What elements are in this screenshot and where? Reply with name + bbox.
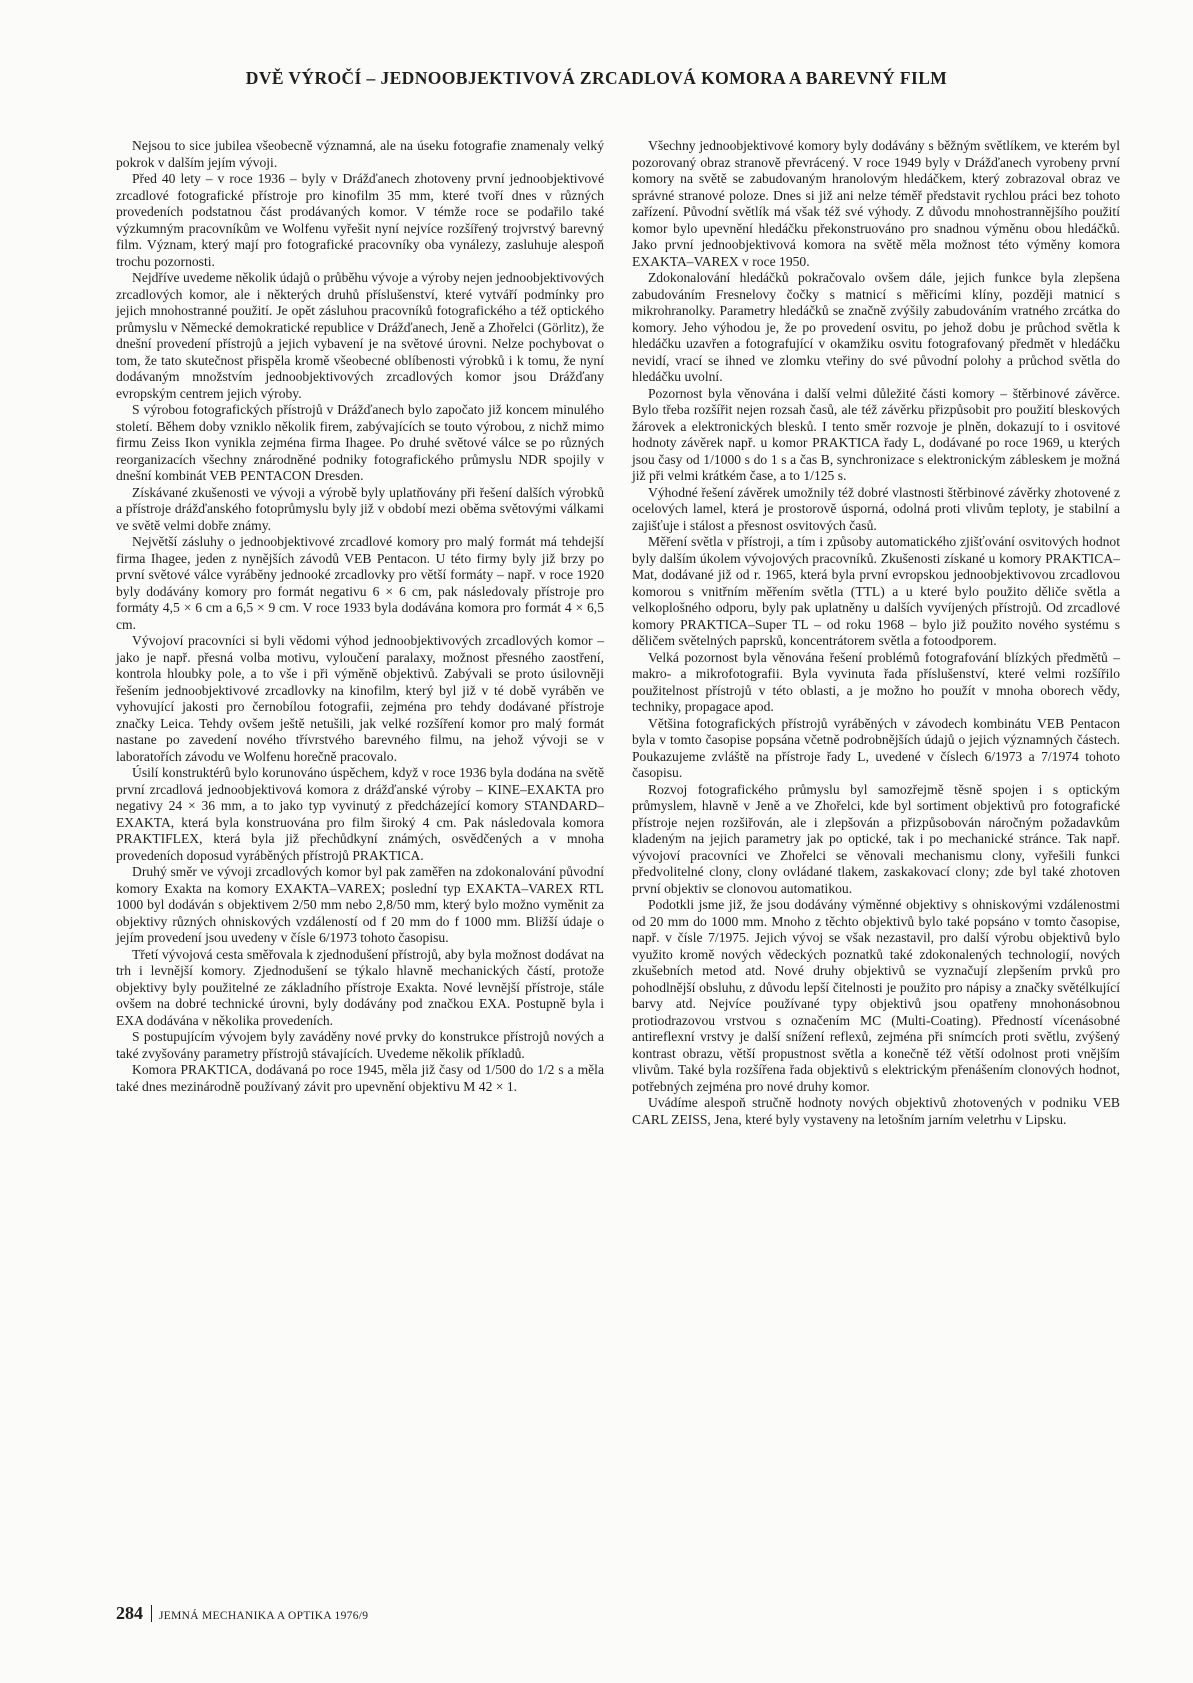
paragraph: Získávané zkušenosti ve vývoji a výrobě byly uplatňovány při řešení dalších výrobků a přístroje drážďanského fotoprůmyslu byly již v období mezi oběma světovými válkami ve světě velmi dobře známy. <box>116 484 604 533</box>
paragraph: Nejdříve uvedeme několik údajů o průběhu vývoje a výroby nejen jednoobjektivových zrcadlových komor, ale i některých druhů příslušenství, které vytváří podmínky pro jejich mnohostranné použití. Je opět zásluhou pracovníků fotografického a též optického průmyslu v Německé demokratické republice v Drážďanech, Jeně a Zhořelci (Görlitz), že dnešní provedení přístrojů a jejich vybavení je na světové úrovni. Nelze pochybovat o tom, že tato skutečnost přispěla kromě všeobecné oblíbenosti výrobků i k tomu, že nyní dodávaným množstvím jednoobjektivových zrcadlových komor jsou Drážďany evropským centrem jejich výroby. <box>116 270 604 401</box>
paragraph: Před 40 lety – v roce 1936 – byly v Drážďanech zhotoveny první jednoobjektivové zrcadlové fotografické přístroje pro kinofilm 35 mm, které tvoří dnes v různých provedeních podstatnou část prodávaných komor. V témže roce se podařilo také výzkumným pracovníkům ve Wolfenu vyřešit nyní nejvíce rozšířený trojvrstvý barevný film. Význam, který mají pro fotografické pracovníky oba vynálezy, zasluhuje alespoň trochu pozornosti. <box>116 171 604 269</box>
page-number: 284 <box>116 1603 143 1623</box>
article-title: DVĚ VÝROČÍ – JEDNOOBJEKTIVOVÁ ZRCADLOVÁ KOMORA A BAREVNÝ FILM <box>245 68 948 88</box>
paragraph: Měření světla v přístroji, a tím i způsoby automatického zjišťování osvitových hodnot byly dalším úkolem vývojových pracovníků. Zkušenosti získané u komory PRAKTICA–Mat, dodávané již od r. 1965, která byla první evropskou jednoobjektivovou zrcadlovou komorou s vnitřním měřením světla (TTL) a u které bylo použito děliče světla a velkoplošného odporu, byly pak uplatněny u dalších vyvíjených přístrojů. Od zrcadlové komory PRAKTICA–Super TL – od roku 1968 – bylo již použito nového systému s děličem světelných paprsků, koncentrátorem světla a fotoodporem. <box>632 534 1120 648</box>
journal-name: JEMNÁ MECHANIKA A OPTIKA 1976/9 <box>159 1610 369 1622</box>
paragraph: Uvádíme alespoň stručně hodnoty nových objektivů zhotovených v podniku VEB CARL ZEISS, Jena, které byly vystaveny na letošním jarním veletrhu v Lipsku. <box>632 1095 1120 1127</box>
footer-divider <box>151 1605 152 1622</box>
paragraph: Většina fotografických přístrojů vyráběných v závodech kombinátu VEB Pentacon byla v tomto časopise popsána včetně podrobnějších údajů o jejich významných částech. Poukazujeme zvláště na přístroje řady L, uvedené v číslech 6/1973 a 7/1974 tohoto časopisu. <box>632 715 1120 780</box>
page-footer <box>116 1603 368 1624</box>
paragraph: S postupujícím vývojem byly zaváděny nové prvky do konstrukce přístrojů nových a také zvyšovány parametry přístrojů stávajících. Uvedeme několik příkladů. <box>116 1029 604 1061</box>
paragraph: Podotkli jsme již, že jsou dodávány výměnné objektivy s ohniskovými vzdálenostmi od 20 mm do 1000 mm. Mnoho z těchto objektivů bylo také popsáno v tomto časopise, např. v čísle 7/1975. Jejich vývoj se však nezastavil, pro další výrobu objektivů bylo využito kromě nových vědeckých poznatků také zdokonalených technologií, nových zkušebních metod atd. Nové druhy objektivů se vyznačují zlepšením prvků pro pohodlnější obsluhu, z důvodu lepší čitelnosti je použito pro nápisy a značky světélkující barvy atd. Nejvíce používané typy objektivů jsou opatřeny mnohonásobnou protiodrazovou vrstvou s označením MC (Multi-Coating). Předností vícenásobné antireflexní vrstvy je další snížení reflexů, zejména při snímcích proti světlu, zvýšený kontrast obrazu, větší propustnost světla a konečně též větší odolnost proti vnějším vlivům. Také byla rozšířena řada objektivů s elektrickým přenášením clonových hodnot, potřebných zejména pro nové druhy komor. <box>632 897 1120 1094</box>
left-column <box>116 138 604 1095</box>
paragraph: Výhodné řešení závěrek umožnily též dobré vlastnosti štěrbinové závěrky zhotovené z ocelových lamel, která je prostorově úsporná, odolná proti vlivům teploty, je stabilní a zajišťuje i stálost a přesnost osvitových časů. <box>632 484 1120 533</box>
paragraph: Nejsou to sice jubilea všeobecně významná, ale na úseku fotografie znamenaly velký pokrok v dalším jejím vývoji. <box>116 138 604 170</box>
paragraph: Pozornost byla věnována i další velmi důležité části komory – štěrbinové závěrce. Bylo třeba rozšířit nejen rozsah časů, ale též závěrku přizpůsobit pro použití bleskových žárovek a elektronických blesků. I tento směr rozvoje je plněn, dokazují to i osvitové hodnoty závěrek např. u komor PRAKTICA řady L, dodávané po roce 1969, u kterých jsou časy od 1/1000 s do 1 s a čas B, synchronizace s elektronickým zábleskem je možná již při velmi krátkém čase, a to 1/125 s. <box>632 385 1120 483</box>
paragraph: Největší zásluhy o jednoobjektivové zrcadlové komory pro malý formát má tehdejší firma Ihagee, jeden z nynějších závodů VEB Pentacon. U této firmy byly již brzy po první světové válce vyráběny jednooké zrcadlovky pro větší formáty – např. v roce 1920 byly dodávány komory pro formát negativu 6 × 6 cm, pak následovaly přístroje pro formáty 4,5 × 6 cm a 6,5 × 9 cm. V roce 1933 byla dodávána komora pro formát 4 × 6,5 cm. <box>116 534 604 632</box>
paragraph: Úsilí konstruktérů bylo korunováno úspěchem, když v roce 1936 byla dodána na světě první zrcadlová jednoobjektivová komora z drážďanské výroby – KINE–EXAKTA pro negativy 24 × 36 mm, a to jako typ vyvinutý z předcházející komory STANDARD–EXAKTA, která byla konstruována pro film široký 4 cm. Pak následovala komora PRAKTIFLEX, která byla již přechůdkyní známých, osvědčených a v mnoha provedeních doposud vyráběných přístrojů PRAKTICA. <box>116 765 604 863</box>
paragraph: Druhý směr ve vývoji zrcadlových komor byl pak zaměřen na zdokonalování původní komory Exakta na komory EXAKTA–VAREX; poslední typ EXAKTA–VAREX RTL 1000 byl dodáván s objektivem 2/50 mm nebo 2,8/50 mm, který bylo možno vyměnit za objektivy různých ohniskových vzdáleností od f 20 mm do f 1000 mm. Bližší údaje o jejím provedení jsou uvedeny v čísle 6/1973 tohoto časopisu. <box>116 864 604 945</box>
paragraph: Rozvoj fotografického průmyslu byl samozřejmě těsně spojen i s optickým průmyslem, hlavně v Jeně a ve Zhořelci, kde byl sortiment objektivů pro fotografické přístroje nejen rozšiřován, ale i zlepšován a přizpůsobován náročným požadavkům kladeným na jejich parametry jak po optické, tak i po mechanické stránce. Tak např. vývojoví pracovníci ve Zhořelci se věnovali mechanismu clony, vyřešili funkci předvolitelné clony, clony ovládané tlakem, zaskakovací clony; zde byl také zhotoven první objektiv se clonovou automatikou. <box>632 781 1120 896</box>
paragraph: Všechny jednoobjektivové komory byly dodávány s běžným světlíkem, ve kterém byl pozorovaný obraz stranově převrácený. V roce 1949 byly v Drážďanech vyrobeny první komory na světě se zabudovaným hranolovým hledáčkem, který zobrazoval obraz ve správné stranové poloze. Dnes si již ani nelze téměř představit rychlou práci bez tohoto zařízení. Původní světlík má však též své výhody. Z důvodu mnohostrannějšího použití komor bylo upevnění hledáčku překonstruováno pro snadnou výměnu obou hledáčků. Jako první jednoobjektivová komora na světě měla možnost této výměny komora EXAKTA–VAREX v roce 1950. <box>632 138 1120 269</box>
paragraph: Velká pozornost byla věnována řešení problémů fotografování blízkých předmětů – makro- a mikrofotografii. Byla vyvinuta řada příslušenství, které velmi rozšířilo použitelnost přístrojů v této oblasti, a je možno ho použít v mnoha oborech vědy, techniky, propagace apod. <box>632 649 1120 714</box>
paragraph: Třetí vývojová cesta směřovala k zjednodušení přístrojů, aby byla možnost dodávat na trh i levnější komory. Zjednodušení se týkalo hlavně mechanických částí, protože objektivy byly použitelné ze základního přístroje Exakta. Nové levnější přístroje, stále ovšem na dobré technické úrovni, byly dodávány pod značkou EXA. Postupně byla i EXA dodávána v několika provedeních. <box>116 946 604 1028</box>
paragraph: Komora PRAKTICA, dodávaná po roce 1945, měla již časy od 1/500 do 1/2 s a měla také dnes mezinárodně používaný závit pro upevnění objektivu M 42 × 1. <box>116 1062 604 1094</box>
paragraph: S výrobou fotografických přístrojů v Drážďanech bylo započato již koncem minulého století. Během doby vzniklo několik firem, zabývajících se touto výrobou, z nichž mimo firmu Zeiss Ikon vynikla zejména firma Ihagee. Po druhé světové válce se po různých reorganizacích všechny znárodněné podniky fotografického průmyslu NDR spojily v dnešní kombinát VEB PENTACON Dresden. <box>116 402 604 483</box>
paragraph: Vývojoví pracovníci si byli vědomi výhod jednoobjektivových zrcadlových komor – jako je např. přesná volba motivu, vyloučení paralaxy, možnost přesného zaostření, kontrola hloubky pole, a to vše i při výměně objektivů. Zabývali se proto úsilovněji řešením jednoobjektivové zrcadlovky na kinofilm, který byl již v té době vyráběn ve vyhovující jakosti pro černobílou fotografii, zejména pro tehdy dodávané přístroje značky Leica. Tehdy ovšem ještě netušili, jak velké rozšíření komor pro malý formát nastane po zavedení nového třívrstvého barevného filmu, na jehož vývoji se v laboratořích závodu ve Wolfenu horečně pracovalo. <box>116 633 604 764</box>
right-column <box>632 138 1120 1128</box>
paragraph: Zdokonalování hledáčků pokračovalo ovšem dále, jejich funkce byla zlepšena zabudováním Fresnelovy čočky s matnicí s měřicími klíny, později matnicí s mikrohranolky. Parametry hledáčků se značně zvýšily zabudováním vratného zrcátka do komory. Jeho výhodou je, že po provedení osvitu, po jehož dobu je průchod světla k hledáčku uzavřen a fotografující v okamžiku osvitu fotografovaný předmět v hledáčku nevidí, vrací se ihned ve zlomku vteřiny do své původní polohy a průchod světla do hledáčku uvolní. <box>632 270 1120 384</box>
